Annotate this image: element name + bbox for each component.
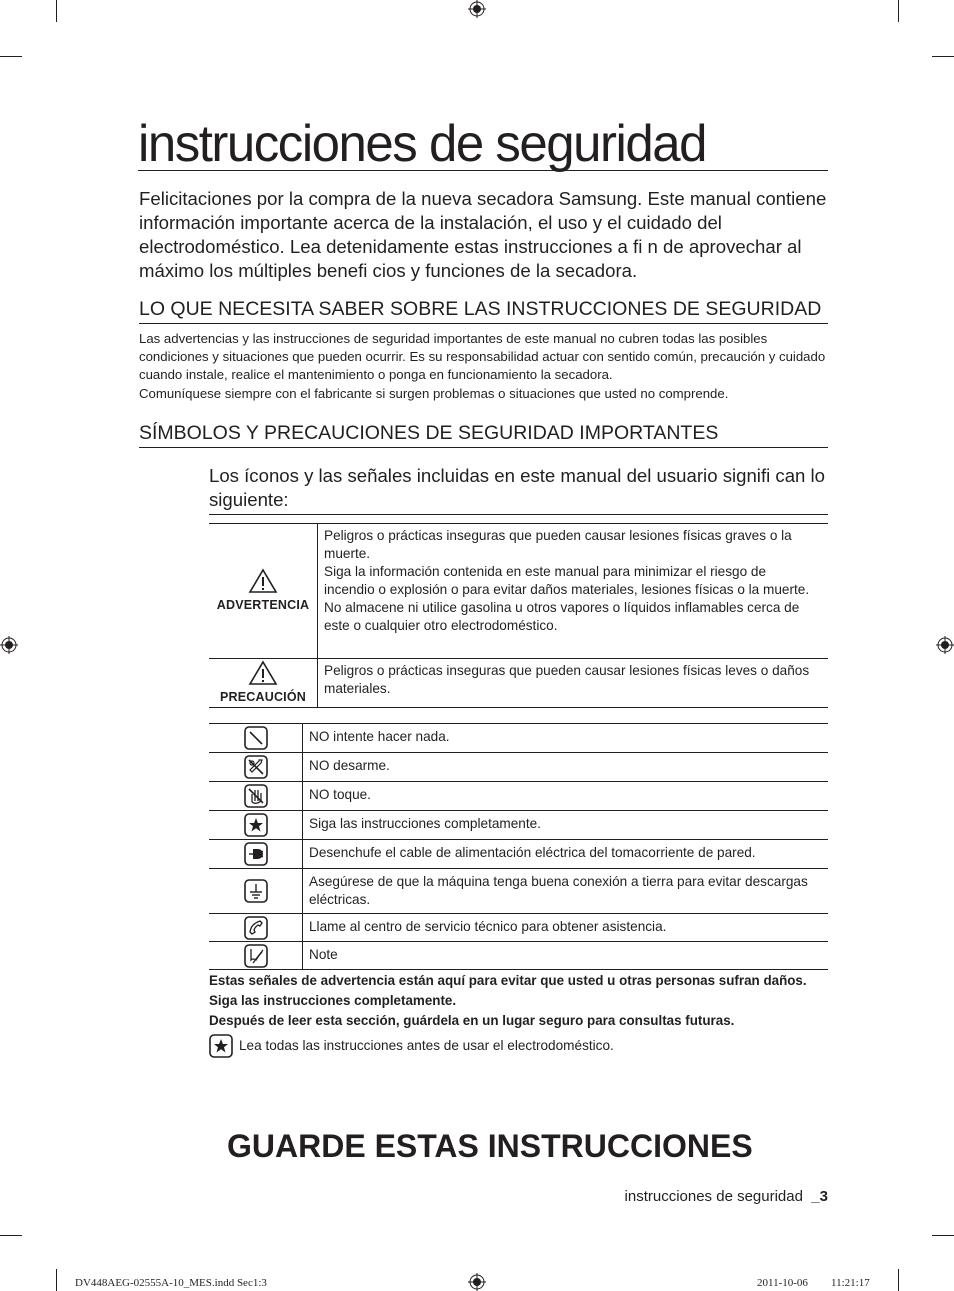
symbol-text: Desenchufe el cable de alimentación eléctrica del tomacorriente de pared. xyxy=(303,840,829,869)
crop-mark xyxy=(56,1269,57,1291)
ground-icon xyxy=(244,879,268,903)
crop-mark xyxy=(932,56,954,57)
page-title: instrucciones de seguridad xyxy=(138,118,828,171)
symbol-icon-cell xyxy=(209,724,303,753)
table-row xyxy=(209,840,828,869)
symbol-text: NO desarme. xyxy=(303,753,829,782)
section-heading-symbols: SÍMBOLOS Y PRECAUCIONES DE SEGURIDAD IMPORTANTES xyxy=(139,421,828,448)
star-icon xyxy=(244,813,268,837)
caution-text-cell xyxy=(318,659,829,708)
warning-line: No almacene ni utilice gasolina u otros vapores o líquidos inflamables cerca de este o cualquier otro electrodoméstico. xyxy=(324,600,800,633)
symbol-icon-cell xyxy=(209,840,303,869)
warning-note: Después de leer esta sección, guárdela en un lugar seguro para consultas futuras. xyxy=(209,1013,735,1028)
no-disassemble-icon xyxy=(244,755,268,779)
crop-mark xyxy=(898,1269,899,1291)
crop-mark xyxy=(898,0,899,22)
crop-mark xyxy=(932,1235,954,1236)
table-row xyxy=(209,914,828,942)
warning-triangle-icon xyxy=(248,660,278,686)
warning-text-cell xyxy=(318,524,829,659)
table-row xyxy=(209,524,828,659)
no-touch-icon xyxy=(244,784,268,808)
slug-file: DV448AEG-02555A-10_MES.indd Sec1:3 xyxy=(75,1277,267,1289)
symbols-lead-text: Los íconos y las señales incluidas en este manual del usuario signifi can lo siguiente: xyxy=(209,464,828,515)
warning-label: ADVERTENCIA xyxy=(216,598,310,612)
warnings-table xyxy=(209,523,828,708)
phone-icon xyxy=(244,916,268,940)
table-row xyxy=(209,753,828,782)
registration-mark-icon xyxy=(936,636,954,654)
unplug-icon xyxy=(244,842,268,866)
caution-label: PRECAUCIÓN xyxy=(219,690,307,704)
table-row xyxy=(209,782,828,811)
section-heading-safety-info: LO QUE NECESITA SABER SOBRE LAS INSTRUCCIONES DE SEGURIDAD xyxy=(139,297,828,324)
caution-line: Peligros o prácticas inseguras que pueden causar lesiones físicas leves o daños materiales. xyxy=(324,663,810,696)
star-icon xyxy=(209,1034,233,1058)
slug-date: 2011-10-06 xyxy=(757,1277,808,1289)
table-row xyxy=(209,724,828,753)
section-paragraph: Las advertencias y las instrucciones de seguridad importantes de este manual no cubren todas las posibles condiciones y situaciones que pueden ocurrir. Es su responsabilidad actuar con sentido común, precaución y cuidado cuando instale, realice el mantenimiento o ponga en funcionamiento la secadora. xyxy=(139,331,826,382)
warning-note: Siga las instrucciones completamente. xyxy=(209,993,457,1008)
table-row xyxy=(209,659,828,708)
read-all-note xyxy=(209,1033,829,1059)
warning-note: Estas señales de advertencia están aquí para evitar que usted u otras personas sufran daños. xyxy=(209,973,807,988)
prohibited-icon xyxy=(244,726,268,750)
warning-icon-cell xyxy=(209,524,318,659)
page-footer xyxy=(625,1188,828,1205)
warning-triangle-icon xyxy=(248,568,278,594)
save-instructions-heading: GUARDE ESTAS INSTRUCCIONES xyxy=(227,1128,753,1164)
intro-paragraph: Felicitaciones por la compra de la nueva secadora Samsung. Este manual contiene información importante acerca de la instalación, el uso y el cuidado del electrodoméstico. Lea detenidamente estas instrucciones a fi n de aprovechar al máximo los múltiples benefi cios y funciones de la secadora. xyxy=(139,188,827,281)
symbol-text: Asegúrese de que la máquina tenga buena conexión a tierra para evitar descargas eléctricas. xyxy=(303,869,829,914)
registration-mark-icon xyxy=(0,636,18,654)
symbol-text: Note xyxy=(303,942,829,970)
footer-section: instrucciones de seguridad xyxy=(624,1188,803,1205)
warning-line: Siga la información contenida en este manual para minimizar el riesgo de incendio o explosión o para evitar daños materiales, lesiones físicas o la muerte. xyxy=(324,564,810,597)
symbol-text: Llame al centro de servicio técnico para obtener asistencia. xyxy=(303,914,829,942)
note-pencil-icon xyxy=(244,944,268,968)
symbol-icon-cell xyxy=(209,942,303,970)
table-row xyxy=(209,942,828,970)
section-paragraph: Comuníquese siempre con el fabricante si surgen problemas o situaciones que usted no comprende. xyxy=(139,386,729,401)
symbol-icon-cell xyxy=(209,811,303,840)
crop-mark xyxy=(0,56,22,57)
read-all-text: Lea todas las instrucciones antes de usar el electrodoméstico. xyxy=(239,1038,614,1053)
registration-mark-icon xyxy=(468,0,486,18)
warning-line: Peligros o prácticas inseguras que pueden causar lesiones físicas graves o la muerte. xyxy=(324,528,792,561)
table-row xyxy=(209,869,828,914)
table-row xyxy=(209,811,828,840)
page-number: _3 xyxy=(811,1188,828,1205)
symbol-icon-cell xyxy=(209,782,303,811)
symbol-icon-cell xyxy=(209,869,303,914)
symbol-text: NO intente hacer nada. xyxy=(303,724,829,753)
caution-icon-cell xyxy=(209,659,318,708)
symbol-icon-cell xyxy=(209,753,303,782)
symbol-icon-cell xyxy=(209,914,303,942)
crop-mark xyxy=(0,1235,22,1236)
symbols-table xyxy=(209,723,828,970)
symbol-text: NO toque. xyxy=(303,782,829,811)
registration-mark-icon xyxy=(468,1273,486,1291)
symbol-text: Siga las instrucciones completamente. xyxy=(303,811,829,840)
slug-time: 11:21:17 xyxy=(831,1277,870,1289)
crop-mark xyxy=(56,0,57,22)
